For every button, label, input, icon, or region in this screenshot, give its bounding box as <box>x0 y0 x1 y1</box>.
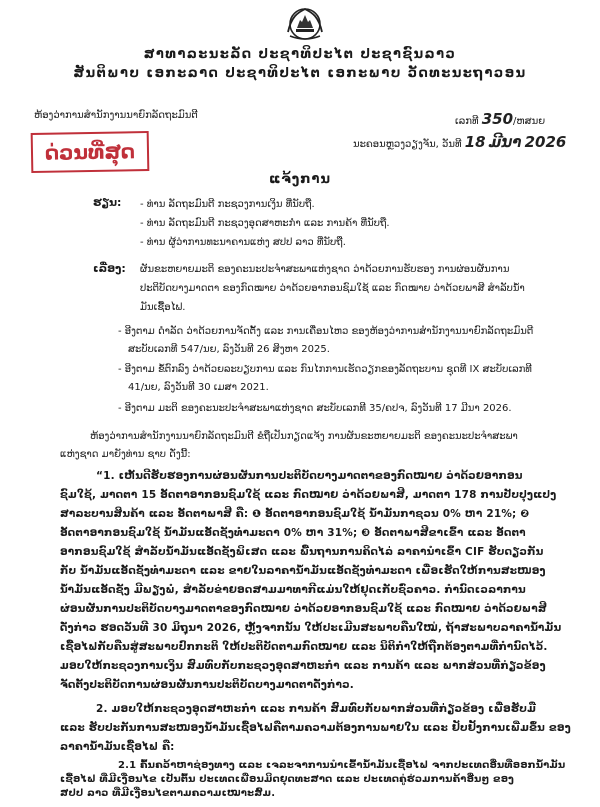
body-line: ຈັດຕັ້ງປະຕິບັດການຜ່ອນຜັນການປະຕິບັດບາງມາດຕາດັ່ງກ່າວ. <box>60 679 354 691</box>
body-line: 2.1 ຄົ້ນຄວ້າຫາຊ່ອງທາງ ແລະ ເຈລະຈາການນຳເຂົ້ານ້ຳມັນເຊື້ອໄຟ ຈາກປະເທດອື່ນທີ່ອອກນ້ຳມັນ <box>118 760 566 771</box>
body-line: ນ້ຳມັນແອັດຊັງ ມີພຽງພໍ, ສຳລັບຂ່າຍອດສາມມາທາກີແມ່ນໃຫ້ຢຸດເກັບຊົ່ວຄາວ. ກຳນົດເວລາການ <box>60 584 526 596</box>
issuing-office: ຫ້ອງວ່າການສຳນັກງານນາຍົກລັດຖະມົນຕີ <box>34 110 198 121</box>
reference-line: - ອີງຕາມ ຂໍ້ຕົກລົງ ວ່າດ້ວຍລະບຽບການ ແລະ ກົນໄກການເຮັດວຽກຂອງລັດຖະບານ ຊຸດທີ IX ສະບັບເລກທີ <box>118 364 532 375</box>
date-year: 2026 <box>524 133 567 151</box>
reference-line: 41/ນຍ, ລົງວັນທີ 30 ເມສາ 2021. <box>128 382 269 393</box>
republic-header: ສາທາລະນະລັດ ປະຊາທິປະໄຕ ປະຊາຊົນລາວ <box>143 47 457 62</box>
date-prefix: ນະຄອນຫຼວງວຽງຈັນ, ວັນທີ <box>353 139 462 150</box>
urgent-stamp: ດ່ວນທີ່ສຸດ <box>31 131 150 173</box>
document-date <box>353 133 566 151</box>
motto-header: ສັນຕິພາບ ເອກະລາດ ປະຊາທິປະໄຕ ເອກະພາບ ວັດທະນະຖາວອນ <box>73 66 527 81</box>
body-line: ສາລະບານສິນຄ້າ ແລະ ອັດຕາພາສີ ຄື: ❶ ອັດຕາອາກອນຊົມໃຊ້ ນ້ຳມັນກາຊວນ 0% ຫາ 21%; ❷ <box>60 508 530 520</box>
body-line: ສປປ ລາວ ທີ່ມີເງື່ອນໄຂຕາມຄວາມເໝາະສົມ. <box>60 788 276 799</box>
recipient-item: - ທ່ານ ລັດຖະມົນຕີ ກະຊວງອຸດສາຫະກຳ ແລະ ການຄ້າ ທີ່ນັບຖື. <box>140 218 390 229</box>
body-line: ຊົມໃຊ້, ມາດຕາ 15 ອັດຕາອາກອນຊົມໃຊ້ ແລະ ກົດໝາຍ ວ່າດ້ວຍພາສີ, ມາດຕາ 178 ການປັບປຸງແປງ <box>60 489 557 501</box>
body-line: ຜ່ອນຜັນການປະຕິບັດບາງມາດຕາຂອງກົດໝາຍ ວ່າດ້ວຍອາກອນຊົມໃຊ້ ແລະ ກົດໝາຍ ວ່າດ້ວຍພາສີ <box>60 603 547 615</box>
body-line: ອາກອນຊົມໃຊ້ ສຳລັບນ້ຳມັນແອັດຊັງພິເສດ ແລະ ພື້ນຖານການຄິດໄລ່ ລາຄານຳເຂົ້າ CIF ຮັບດຽວກັນ <box>60 546 544 558</box>
body-line: ມອບໃຫ້ກະຊວງການເງິນ ສົມທົບກັບກະຊວງອຸດສາຫະກຳ ແລະ ການຄ້າ ແລະ ພາກສ່ວນທີ່ກ່ຽວຂ້ອງ <box>60 660 546 672</box>
reference-line: - ອີງຕາມ ດຳລັດ ວ່າດ້ວຍການຈັດຕັ້ງ ແລະ ການເຄື່ອນໄຫວ ຂອງຫ້ອງວ່າການສຳນັກງານນາຍົກລັດຖະມົນຕີ <box>118 326 534 337</box>
body-line: ກັບ ນ້ຳມັນແອັດຊັງທຳມະດາ ແລະ ຂາຍໃນລາຄານ້ຳມັນແອັດຊັງທຳມະດາ ເພື່ອເຮັດໃຫ້ການສະໜອງ <box>60 565 546 577</box>
subject-line: ມັນເຊື້ອໄຟ. <box>140 302 186 313</box>
national-emblem-icon <box>284 6 326 42</box>
reference-line: ສະບັບເລກທີ 547/ນຍ, ລົງວັນທີ 26 ສິງຫາ 2025. <box>128 344 330 355</box>
subject-line: ຜັນຂະຫຍາຍມະຕິ ຂອງຄະນະປະຈຳສະພາແຫ່ງຊາດ ວ່າດ້ວຍການຮັບຮອງ ການຜ່ອນຜັນການ <box>140 264 510 275</box>
intro-line: ແຫ່ງຊາດ ມາຍັງທ່ານ ຊາບ ດັ່ງນີ້: <box>60 449 191 460</box>
recipients-label: ຮຽນ: <box>93 196 122 209</box>
body-line: ເຊື້ອໄຟກັບຄືນສູ່ສະພາບປົກກະຕິ ໃຫ້ປະຕິບັດຕາມກົດໝາຍ ແລະ ນິຕິກຳໃຫ້ຖືກຕ້ອງຕາມທີ່ກຳນົດໄວ້. <box>60 641 548 653</box>
body-line: ລາຄານ້ຳມັນເຊື້ອໄຟ ຄື: <box>60 741 175 753</box>
date-month: ມີນາ <box>488 133 522 151</box>
body-line: 2. ມອບໃຫ້ກະຊວງອຸດສາຫະກຳ ແລະ ການຄ້າ ສົມທົບກັບພາກສ່ວນທີ່ກ່ຽວຂ້ອງ ເພື່ອຮັບມື <box>96 703 537 715</box>
body-line: ເຊື້ອໄຟ ທີ່ມີເງື່ອນໄຂ ເປັນຕົ້ນ ປະເທດເພື່ອນມິດຍຸດທະສາດ ແລະ ປະເທດຄູ່ຮ່ວມການຄ້າອື່ນໆ ຂອງ <box>60 774 515 785</box>
subject-line: ປະຕິບັດບາງມາດຕາ ຂອງກົດໝາຍ ວ່າດ້ວຍອາກອນຊົມໃຊ້ ແລະ ກົດໝາຍ ວ່າດ້ວຍພາສີ ສຳລັບນ້ຳ <box>140 283 525 294</box>
reference-line: - ອີງຕາມ ມະຕິ ຂອງຄະນະປະຈຳສະພາແຫ່ງຊາດ ສະບັບເລກທີ 35/ຄປຈ, ລົງວັນທີ 17 ມີນາ 2026. <box>118 403 512 414</box>
document-number-suffix: /ຫສນຍ <box>513 116 546 127</box>
document-number-value: 350 <box>481 110 514 128</box>
document-number-prefix: ເລກທີ <box>455 116 479 127</box>
body-line: ອັດຕາອາກອນຊົມໃຊ້ ນ້ຳມັນແອັດຊັງທຳມະດາ 0% ຫາ 31%; ❸ ອັດຕາພາສີຂາເຂົ້າ ແລະ ອັດຕາ <box>60 527 526 539</box>
recipient-item: - ທ່ານ ຜູ້ວ່າການທະນາຄານແຫ່ງ ສປປ ລາວ ທີ່ນັບຖື. <box>140 237 346 248</box>
body-line: “1. ເຫັນດີຮັບຮອງການຜ່ອນຜັນການປະຕິບັດບາງມາດຕາຂອງກົດໝາຍ ວ່າດ້ວຍອາກອນ <box>96 470 523 482</box>
recipient-item: - ທ່ານ ລັດຖະມົນຕີ ກະຊວງການເງິນ ທີ່ນັບຖື. <box>140 199 315 210</box>
date-day: 18 <box>464 133 486 151</box>
body-line: ດັ່ງກ່າວ ຮອດວັນທີ 30 ມິຖຸນາ 2026, ຫຼັງຈາກນັ້ນ ໃຫ້ປະເມີນສະພາບຄືນໃໝ່, ຖ້າສະພາບລາຄານ້ຳມັນ <box>60 622 562 634</box>
intro-line: ຫ້ອງວ່າການສຳນັກງານນາຍົກລັດຖະມົນຕີ ຂໍຖືເປັນກຽດແຈ້ງ ການຜັນຂະຫຍາຍມະຕິ ຂອງຄະນະປະຈຳສະພາ <box>90 431 518 442</box>
subject-label: ເລື່ອງ: <box>93 262 126 275</box>
document-title: ແຈ້ງການ <box>269 172 331 187</box>
document-number <box>455 110 545 128</box>
body-line: ແລະ ຮັບປະກັນການສະໜອງນ້ຳມັນເຊື້ອໄຟຄືຕາມຄວາມຕ້ອງການພາຍໃນ ແລະ ຢັບຢັ້ງການເພີ່ມຂຶ້ນ ຂອງ <box>60 722 571 734</box>
